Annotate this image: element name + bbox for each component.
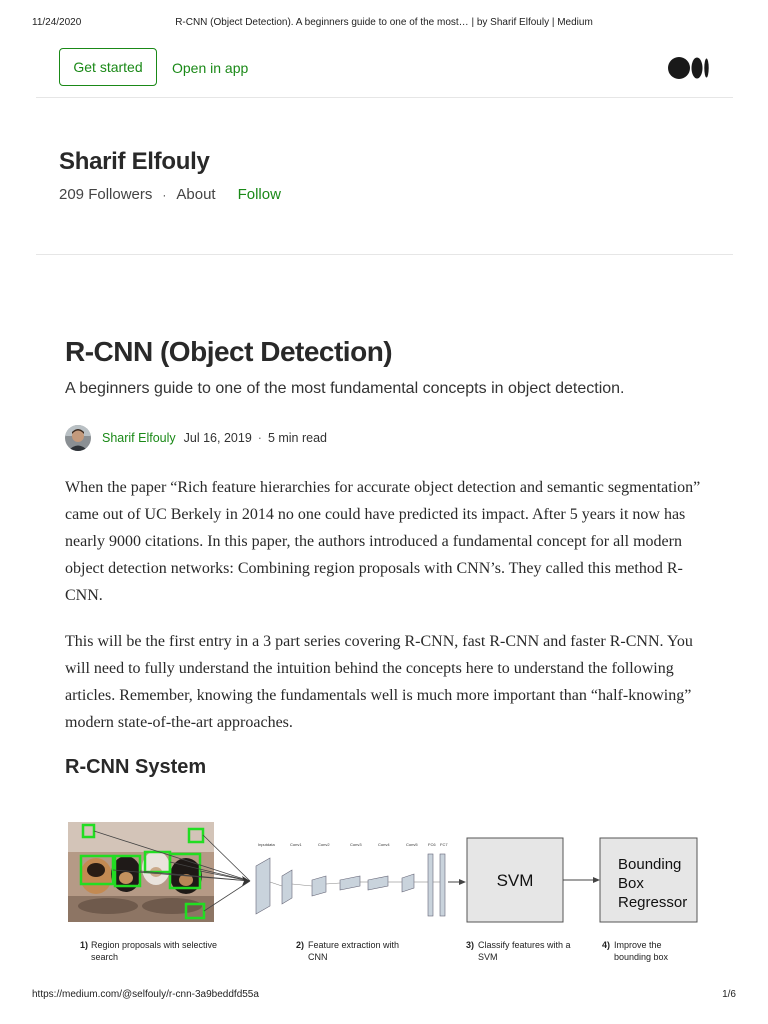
step-4-num: 4) xyxy=(602,940,611,950)
step-4-line2: bounding box xyxy=(614,952,669,962)
layer-label-conv1: Conv1 xyxy=(290,842,302,847)
step-1-num: 1) xyxy=(80,940,89,950)
step-1-line2: search xyxy=(91,952,119,962)
layer-label-conv4: Conv4 xyxy=(378,842,390,847)
step-captions xyxy=(80,940,669,962)
step-1-line1: Region proposals with selective xyxy=(91,940,218,950)
step-3-line1: Classify features with a xyxy=(478,940,571,950)
step-2-num: 2) xyxy=(296,940,305,950)
meta-separator: · xyxy=(162,187,167,202)
print-title: R-CNN (Object Detection). A beginners guide to one of the most… | by Sharif Elfouly | Medium xyxy=(175,17,593,28)
get-started-button[interactable]: Get started xyxy=(59,48,157,86)
article-title: R-CNN (Object Detection) xyxy=(65,336,393,367)
byline-author-link[interactable]: Sharif Elfouly xyxy=(102,431,176,445)
article-subtitle: A beginners guide to one of the most fundamental concepts in object detection. xyxy=(65,380,625,397)
author-header-meta xyxy=(59,186,281,203)
about-link[interactable]: About xyxy=(176,186,216,203)
open-in-app-link[interactable]: Open in app xyxy=(172,60,249,76)
author-divider xyxy=(36,254,733,255)
bbox-label-line2: Box xyxy=(618,875,644,892)
top-bar xyxy=(59,48,710,86)
author-header-name[interactable]: Sharif Elfouly xyxy=(59,148,210,175)
followers-count[interactable]: 209 Followers xyxy=(59,186,153,203)
bbox-label-line1: Bounding xyxy=(618,856,682,873)
arrow-to-regressor xyxy=(563,877,600,883)
layer-label-conv2: Conv2 xyxy=(318,842,330,847)
medium-logo-icon[interactable] xyxy=(668,57,710,79)
cnn-layer-labels xyxy=(258,842,448,847)
publish-date[interactable]: Jul 16, 2019 xyxy=(183,431,252,445)
print-footer xyxy=(32,989,736,1003)
svm-label: SVM xyxy=(496,871,534,890)
read-time: 5 min read xyxy=(267,431,327,445)
avatar-image xyxy=(65,425,91,451)
layer-label-inputdata: Inputdata xyxy=(258,842,275,847)
author-avatar[interactable] xyxy=(65,425,91,451)
bbox-label-line3: Regressor xyxy=(618,894,688,911)
cnn-layers xyxy=(256,854,445,916)
article-paragraph: This will be the first entry in a 3 part series covering R-CNN, fast R-CNN and faster R-CNN. You will need to fully understand the intuition behind the concepts here to understand the following articles. Remember, knowing the fundamentals well is much more important than “half-knowing” modern state-of-the-art approaches. xyxy=(65,633,693,731)
step-2-line1: Feature extraction with xyxy=(308,940,400,950)
print-date: 11/24/2020 xyxy=(32,17,82,28)
step-4-line1: Improve the xyxy=(614,940,662,950)
layer-label-conv3: Conv3 xyxy=(350,842,362,847)
step-3-num: 3) xyxy=(466,940,475,950)
section-heading: R-CNN System xyxy=(65,756,207,778)
step-2-line2: CNN xyxy=(308,952,328,962)
print-page-number: 1/6 xyxy=(722,989,736,1000)
header-divider xyxy=(36,97,733,98)
article-paragraph: When the paper “Rich feature hierarchies for accurate object detection and semantic segmentation” came out of UC Berkely in 2014 no one could have predicted its impact. After 5 years it now has nearly 9000 citations. In this paper, the authors introduced a fundamental concept for all modern object detection networks: Combining region proposals with CNN’s. They called this method R-CNN. xyxy=(65,479,701,604)
rcnn-system-diagram xyxy=(68,818,700,968)
print-header xyxy=(32,17,736,31)
layer-label-fc6: FC6 xyxy=(428,842,436,847)
print-url: https://medium.com/@selfouly/r-cnn-3a9beddfd55a xyxy=(32,989,259,1000)
layer-label-conv5: Conv5 xyxy=(406,842,418,847)
step-3-line2: SVM xyxy=(478,952,498,962)
layer-label-fc7: FC7 xyxy=(440,842,448,847)
follow-button[interactable]: Follow xyxy=(237,186,281,203)
article-byline xyxy=(65,425,327,451)
byline-separator: · xyxy=(257,431,262,445)
arrow-to-svm xyxy=(448,879,466,885)
